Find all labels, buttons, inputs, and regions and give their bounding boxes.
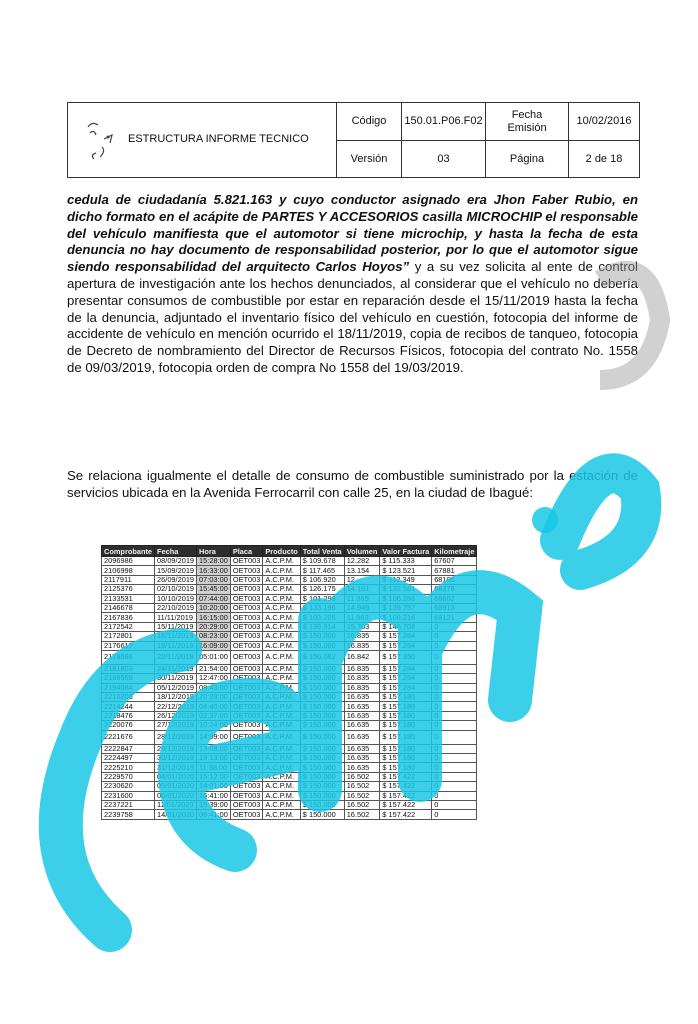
table-row	[102, 754, 477, 763]
table-cell: $ 157.180	[380, 711, 432, 720]
table-cell: 69121	[432, 613, 477, 622]
table-cell: OET003	[230, 585, 263, 594]
table-cell: A.C.P.M.	[263, 772, 300, 781]
table-cell: OET003	[230, 791, 263, 800]
table-cell: 0	[432, 791, 477, 800]
table-cell: 16.502	[344, 810, 380, 819]
table-cell: 68106	[432, 575, 477, 584]
table-row	[102, 566, 477, 575]
table-row	[102, 763, 477, 772]
table-cell: OET003	[230, 730, 263, 744]
table-cell: 2172542	[102, 622, 155, 631]
fecha-emision-value: 10/02/2016	[576, 115, 632, 127]
table-cell: 0	[432, 711, 477, 720]
table-row	[102, 603, 477, 612]
table-cell: A.C.P.M.	[263, 730, 300, 744]
table-cell: 06:41:00	[197, 810, 231, 819]
table-cell: $ 150.000	[300, 674, 344, 683]
bold-italic-quote: cedula de ciudadanía 5.821.163 y cuyo conductor asignado era Jhon Faber Rubio, en dicho formato en el acápite de PARTES Y ACCESORIOS casilla MICROCHIP el responsable del vehículo manifiesta que el automotor si tiene microchip, y hasta la fecha de esta denuncia no hay documento de responsabilidad posterior, por lo que el automotor sigue siendo responsabilidad del arquitecto Carlos Hoyos”	[67, 192, 638, 275]
body-paragraph-2: Se relaciona igualmente el detalle de consumo de combustible suministrado por la estación de servicios ubicada en la Avenida Ferrocarril con calle 25, en la ciudad de Ibagué:	[67, 468, 638, 500]
table-cell: $ 106.920	[300, 575, 344, 584]
table-cell: 11:38:00	[197, 763, 231, 772]
table-cell: 05:01:00	[197, 650, 231, 664]
table-cell: $ 150.000	[300, 641, 344, 650]
table-cell: 29/12/2019	[155, 744, 197, 753]
table-cell: 22/12/2019	[155, 702, 197, 711]
table-cell: OET003	[230, 810, 263, 819]
table-row	[102, 721, 477, 730]
table-cell: 68602	[432, 594, 477, 603]
table-cell: A.C.P.M.	[263, 594, 300, 603]
table-cell: $ 101.298	[300, 594, 344, 603]
table-cell: $ 112.349	[380, 575, 432, 584]
table-cell: $ 157.422	[380, 791, 432, 800]
table-cell: $ 157.422	[380, 782, 432, 791]
table-cell: 11.369	[344, 594, 380, 603]
column-header: Producto	[263, 546, 300, 557]
table-cell: OET003	[230, 674, 263, 683]
table-header-row	[102, 546, 477, 557]
table-cell: A.C.P.M.	[263, 650, 300, 664]
table-cell: 08:43:00	[197, 683, 231, 692]
column-header: Total Venta	[300, 546, 344, 557]
table-cell: A.C.P.M.	[263, 575, 300, 584]
table-cell: 16.635	[344, 711, 380, 720]
table-cell: 2125376	[102, 585, 155, 594]
table-cell: 0	[432, 674, 477, 683]
document-header-box	[67, 102, 640, 178]
table-cell: A.C.P.M.	[263, 557, 300, 566]
table-body	[102, 557, 477, 820]
table-cell: $ 150.000	[300, 702, 344, 711]
column-header: Hora	[197, 546, 231, 557]
column-header: Valor Factura	[380, 546, 432, 557]
table-cell: $ 157.180	[380, 754, 432, 763]
column-header: Volumen	[344, 546, 380, 557]
table-row	[102, 585, 477, 594]
table-cell: 11/11/2019	[155, 613, 197, 622]
table-cell: 2231600	[102, 791, 155, 800]
table-cell: 16.835	[344, 683, 380, 692]
table-cell: 0	[432, 683, 477, 692]
table-row	[102, 744, 477, 753]
table-cell: $ 132.581	[380, 585, 432, 594]
table-cell: $ 157.422	[380, 810, 432, 819]
table-cell: 67881	[432, 566, 477, 575]
table-cell: $ 139.757	[380, 603, 432, 612]
table-cell: 16.502	[344, 800, 380, 809]
table-cell: 16.502	[344, 791, 380, 800]
table-cell: $ 157.180	[380, 693, 432, 702]
table-cell: 2230620	[102, 782, 155, 791]
table-cell: $ 126.175	[300, 585, 344, 594]
table-cell: A.C.P.M.	[263, 791, 300, 800]
column-header: Placa	[230, 546, 263, 557]
table-cell: 2181803	[102, 664, 155, 673]
table-cell: 14:09:00	[197, 730, 231, 744]
table-cell: $ 150.000	[300, 791, 344, 800]
table-cell: $ 106.288	[380, 594, 432, 603]
table-cell: 2220076	[102, 721, 155, 730]
table-cell: $ 157.350	[380, 650, 432, 664]
table-cell: $ 150.000	[300, 721, 344, 730]
table-cell: $ 117.465	[300, 566, 344, 575]
table-cell: 05/01/2020	[155, 782, 197, 791]
table-cell: 2176617	[102, 641, 155, 650]
table-row	[102, 594, 477, 603]
table-cell: 19:13:00	[197, 754, 231, 763]
table-cell: OET003	[230, 613, 263, 622]
table-cell: 2096986	[102, 557, 155, 566]
table-cell: A.C.P.M.	[263, 763, 300, 772]
table-row	[102, 800, 477, 809]
table-cell: OET003	[230, 650, 263, 664]
table-cell: $ 150.000	[300, 782, 344, 791]
table-row	[102, 664, 477, 673]
table-cell: 20:03:00	[197, 693, 231, 702]
table-cell: $ 103.205	[300, 613, 344, 622]
table-cell: $ 157.180	[380, 702, 432, 711]
table-cell: A.C.P.M.	[263, 585, 300, 594]
table-row	[102, 613, 477, 622]
table-cell: $ 150.000	[300, 730, 344, 744]
table-cell: 16.635	[344, 721, 380, 730]
table-cell: 13.154	[344, 566, 380, 575]
table-cell: OET003	[230, 754, 263, 763]
table-cell: 26/12/2019	[155, 711, 197, 720]
table-cell: 2224497	[102, 754, 155, 763]
table-cell: OET003	[230, 711, 263, 720]
table-cell: 16.835	[344, 674, 380, 683]
table-row	[102, 650, 477, 664]
table-cell: A.C.P.M.	[263, 693, 300, 702]
table-cell: A.C.P.M.	[263, 754, 300, 763]
table-cell: 28/12/2019	[155, 730, 197, 744]
table-cell: $ 150.000	[300, 711, 344, 720]
table-cell: A.C.P.M.	[263, 664, 300, 673]
table-cell: 2106998	[102, 566, 155, 575]
table-cell: 16.502	[344, 772, 380, 781]
table-cell: 12	[344, 575, 380, 584]
table-cell: 0	[432, 693, 477, 702]
table-cell: 15:28:00	[197, 557, 231, 566]
table-cell: A.C.P.M.	[263, 782, 300, 791]
watermark-dot	[532, 507, 558, 533]
table-cell: OET003	[230, 702, 263, 711]
pagina-label: Página	[509, 152, 545, 165]
body-paragraph-1	[67, 192, 638, 377]
table-cell: 0	[432, 744, 477, 753]
table-cell: 2221676	[102, 730, 155, 744]
table-row	[102, 702, 477, 711]
table-cell: OET003	[230, 683, 263, 692]
table-cell: 68376	[432, 585, 477, 594]
table-cell: 02/10/2019	[155, 585, 197, 594]
table-cell: $ 150.000	[300, 632, 344, 641]
table-cell: $ 157.422	[380, 772, 432, 781]
table-cell: 08:23:00	[197, 632, 231, 641]
table-cell: $ 157.180	[380, 730, 432, 744]
codigo-value: 150.01.P06.F02	[404, 115, 483, 127]
fecha-emision-label: Fecha Emisión	[507, 108, 547, 134]
table-cell: $ 157.284	[380, 683, 432, 692]
table-cell: 0	[432, 641, 477, 650]
table-cell: $ 150.000	[300, 763, 344, 772]
table-cell: 0	[432, 664, 477, 673]
table-row	[102, 693, 477, 702]
table-cell: 0	[432, 810, 477, 819]
table-cell: $ 150.000	[300, 744, 344, 753]
table-cell: $ 146.708	[380, 622, 432, 631]
table-cell: OET003	[230, 772, 263, 781]
table-cell: 0	[432, 650, 477, 664]
table-cell: $ 150.000	[300, 810, 344, 819]
table-cell: 16/11/2019	[155, 632, 197, 641]
table-cell: 0	[432, 782, 477, 791]
table-cell: 31/12/2019	[155, 763, 197, 772]
table-cell: 04/01/2020	[155, 772, 197, 781]
table-cell: $ 109.678	[300, 557, 344, 566]
table-cell: $ 150.000	[300, 693, 344, 702]
table-cell: 15.703	[344, 622, 380, 631]
table-cell: 2214244	[102, 702, 155, 711]
table-cell: 15:12:00	[197, 772, 231, 781]
table-cell: OET003	[230, 641, 263, 650]
table-cell: 2178686	[102, 650, 155, 664]
table-cell: 16:15:00	[197, 613, 231, 622]
table-cell: 0	[432, 721, 477, 730]
table-row	[102, 622, 477, 631]
table-cell: 20:29:00	[197, 622, 231, 631]
table-cell: 06/01/2020	[155, 791, 197, 800]
table-cell: A.C.P.M.	[263, 711, 300, 720]
table-cell: 2218476	[102, 711, 155, 720]
table-cell: 16.635	[344, 730, 380, 744]
table-cell: $ 108.216	[380, 613, 432, 622]
table-cell: 18/12/2019	[155, 693, 197, 702]
pagina-value: 2 de 18	[585, 152, 623, 165]
table-row	[102, 641, 477, 650]
table-cell: 2229570	[102, 772, 155, 781]
table-cell: $ 157.284	[380, 632, 432, 641]
fuel-consumption-table	[101, 545, 477, 820]
table-cell: $ 150.000	[300, 772, 344, 781]
table-cell: $ 157.180	[380, 763, 432, 772]
table-cell: OET003	[230, 763, 263, 772]
table-cell: 19/11/2019	[155, 641, 197, 650]
table-cell: 16:41:00	[197, 791, 231, 800]
table-row	[102, 711, 477, 720]
table-cell: A.C.P.M.	[263, 613, 300, 622]
table-cell: 2188569	[102, 674, 155, 683]
table-cell: A.C.P.M.	[263, 810, 300, 819]
table-row	[102, 810, 477, 819]
table-cell: 07:03:00	[197, 575, 231, 584]
table-cell: A.C.P.M.	[263, 603, 300, 612]
table-cell: 11.583	[344, 613, 380, 622]
version-label: Versión	[350, 152, 388, 165]
table-cell: 2133531	[102, 594, 155, 603]
table-cell: A.C.P.M.	[263, 800, 300, 809]
table-cell: A.C.P.M.	[263, 674, 300, 683]
table-cell: 16.502	[344, 782, 380, 791]
table-cell: 12.282	[344, 557, 380, 566]
table-cell: 12:47:00	[197, 674, 231, 683]
table-cell: $ 150.082	[300, 650, 344, 664]
table-cell: OET003	[230, 566, 263, 575]
table-cell: 26/09/2019	[155, 575, 197, 584]
table-cell: 0	[432, 772, 477, 781]
table-cell: 13:08:00	[197, 744, 231, 753]
table-cell: $ 123.521	[380, 566, 432, 575]
table-cell: 67607	[432, 557, 477, 566]
codigo-label: Código	[351, 115, 387, 127]
table-cell: 16.842	[344, 650, 380, 664]
table-cell: A.C.P.M.	[263, 641, 300, 650]
table-cell: 14:01:00	[197, 782, 231, 791]
university-logo	[82, 113, 122, 168]
table-cell: $ 133.196	[300, 603, 344, 612]
column-header: Fecha	[155, 546, 197, 557]
table-cell: 2167836	[102, 613, 155, 622]
table-cell: 05/12/2019	[155, 683, 197, 692]
table-cell: OET003	[230, 603, 263, 612]
table-row	[102, 683, 477, 692]
table-cell: OET003	[230, 800, 263, 809]
table-cell: 16.835	[344, 632, 380, 641]
table-row	[102, 791, 477, 800]
table-row	[102, 575, 477, 584]
table-cell: 0	[432, 622, 477, 631]
table-cell: 16:33:00	[197, 566, 231, 575]
table-cell: 22/10/2019	[155, 603, 197, 612]
table-cell: OET003	[230, 664, 263, 673]
table-cell: $ 115.333	[380, 557, 432, 566]
table-cell: $ 157.422	[380, 800, 432, 809]
table-cell: 2172801	[102, 632, 155, 641]
table-cell: OET003	[230, 632, 263, 641]
table-cell: 16.635	[344, 754, 380, 763]
table-cell: 16.635	[344, 702, 380, 711]
table-cell: 2146678	[102, 603, 155, 612]
table-cell: 2194084	[102, 683, 155, 692]
table-cell: 0	[432, 632, 477, 641]
table-cell: A.C.P.M.	[263, 702, 300, 711]
table-cell: 2237221	[102, 800, 155, 809]
table-cell: 16:09:00	[197, 641, 231, 650]
table-cell: 11/01/2020	[155, 800, 197, 809]
table-cell: OET003	[230, 557, 263, 566]
table-cell: 2225210	[102, 763, 155, 772]
table-cell: 2222847	[102, 744, 155, 753]
table-cell: $ 157.284	[380, 664, 432, 673]
table-cell: $ 157.180	[380, 721, 432, 730]
table-cell: OET003	[230, 594, 263, 603]
table-cell: $ 139.914	[300, 622, 344, 631]
table-cell: A.C.P.M.	[263, 744, 300, 753]
table-cell: 14/01/2020	[155, 810, 197, 819]
table-cell: 15/11/2019	[155, 622, 197, 631]
table-cell: 08/09/2019	[155, 557, 197, 566]
table-cell: OET003	[230, 622, 263, 631]
table-cell: OET003	[230, 575, 263, 584]
table-cell: A.C.P.M.	[263, 622, 300, 631]
table-cell: 2117911	[102, 575, 155, 584]
version-value: 03	[437, 152, 450, 165]
column-header: Comprobante	[102, 546, 155, 557]
table-cell: 15/09/2019	[155, 566, 197, 575]
table-cell: A.C.P.M.	[263, 632, 300, 641]
table-cell: A.C.P.M.	[263, 721, 300, 730]
table-cell: 10/10/2019	[155, 594, 197, 603]
table-cell: 10:24:00	[197, 721, 231, 730]
table-cell: OET003	[230, 744, 263, 753]
table-row	[102, 782, 477, 791]
table-row	[102, 730, 477, 744]
table-cell: A.C.P.M.	[263, 566, 300, 575]
table-cell: $ 150.000	[300, 664, 344, 673]
table-row	[102, 632, 477, 641]
table-cell: $ 150.000	[300, 800, 344, 809]
table-cell: 16.635	[344, 693, 380, 702]
table-cell: 2210206	[102, 693, 155, 702]
table-cell: $ 157.180	[380, 744, 432, 753]
table-cell: $ 150.000	[300, 683, 344, 692]
table-cell: $ 150.000	[300, 754, 344, 763]
table-cell: 21:54:00	[197, 664, 231, 673]
table-cell: 22/11/2019	[155, 650, 197, 664]
table-cell: $ 157.284	[380, 641, 432, 650]
table-cell: 0	[432, 800, 477, 809]
table-cell: 16.835	[344, 641, 380, 650]
table-row	[102, 674, 477, 683]
table-cell: 02:37:00	[197, 711, 231, 720]
table-cell: 14.161	[344, 585, 380, 594]
table-cell: 24/11/2019	[155, 664, 197, 673]
table-cell: 16.635	[344, 763, 380, 772]
table-cell: OET003	[230, 721, 263, 730]
table-cell: 15:45:00	[197, 585, 231, 594]
table-cell: 14.949	[344, 603, 380, 612]
table-cell: 04:40:00	[197, 702, 231, 711]
table-cell: OET003	[230, 782, 263, 791]
table-cell: 0	[432, 730, 477, 744]
table-cell: $ 157.284	[380, 674, 432, 683]
column-header: Kilometraje	[432, 546, 477, 557]
table-cell: 0	[432, 702, 477, 711]
table-cell: 0	[432, 754, 477, 763]
table-cell: 07:44:00	[197, 594, 231, 603]
table-cell: 2239758	[102, 810, 155, 819]
table-cell: 0	[432, 763, 477, 772]
table-cell: 30/11/2019	[155, 674, 197, 683]
document-title: ESTRUCTURA INFORME TECNICO	[128, 133, 309, 145]
table-cell: 10:20:00	[197, 603, 231, 612]
table-cell: 68913	[432, 603, 477, 612]
table-cell: A.C.P.M.	[263, 683, 300, 692]
table-row	[102, 772, 477, 781]
table-cell: 16.835	[344, 664, 380, 673]
table-cell: OET003	[230, 693, 263, 702]
table-cell: 16.635	[344, 744, 380, 753]
table-cell: 27/12/2019	[155, 721, 197, 730]
table-cell: 15:39:00	[197, 800, 231, 809]
paragraph-continuation: y a su vez solicita al ente de control apertura de investigación ante los hechos denunciados, al considerar que el vehículo no debería presentar consumos de combustible por estar en reparación desde el 15/11/2019 hasta la fecha de la denuncia, adjuntado el inventario físico del vehículo en cuestión, fotocopia del informe de accidente de vehículo en mención ocurrido el 18/11/2019, copia de recibos de tanqueo, fotocopia de Decreto de nombramiento del Director de Recursos Físicos, fotocopia del contrato No. 1558 de 09/03/2019, fotocopia orden de compra No 1558 del 19/03/2019.	[67, 259, 638, 375]
table-cell: 30/12/2019	[155, 754, 197, 763]
table-row	[102, 557, 477, 566]
